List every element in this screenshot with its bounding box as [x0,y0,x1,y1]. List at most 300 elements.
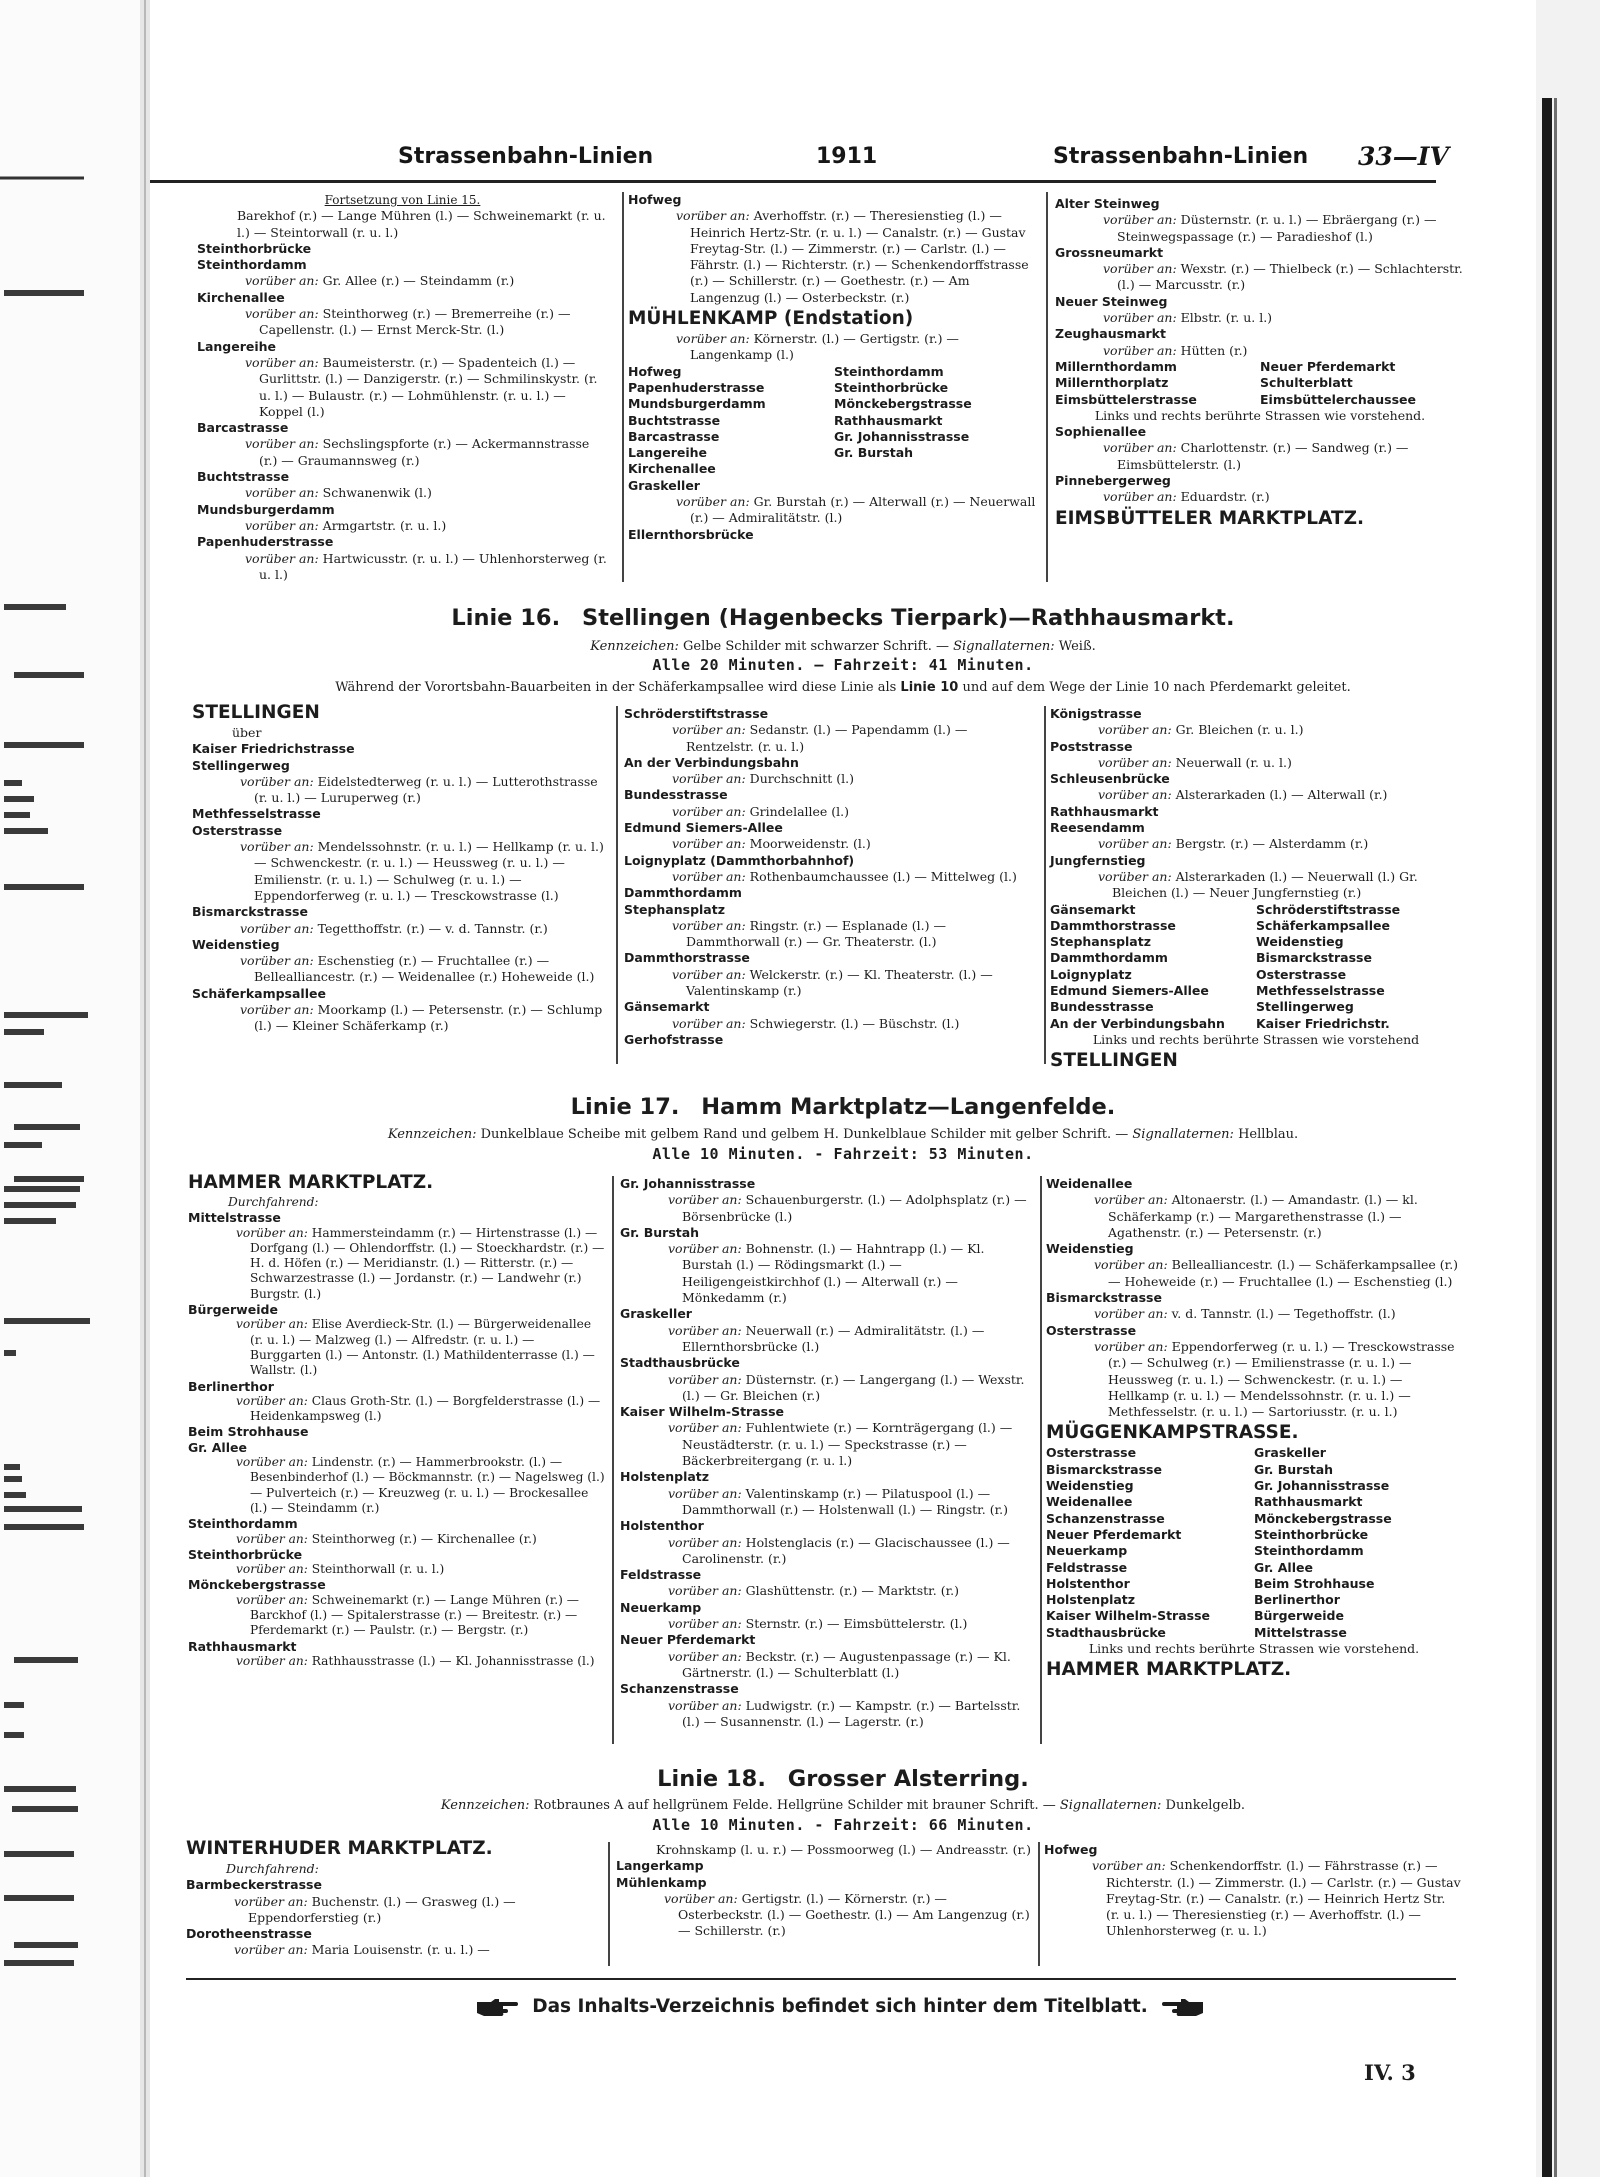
passing-label: vorüber an: [1103,261,1177,277]
stop-name: Neuer Pferdemarkt [620,1632,756,1648]
facing-page-margin [0,0,140,2177]
stop-name: Papenhuderstrasse [628,379,765,395]
linie16-number: Linie 16. [451,605,561,631]
passing-streets [620,1535,1038,1568]
passing-text: Hartwicusstr. (r. u. l.) — Uhlenhorsterweg (r. u. l.) [259,550,607,582]
stop-pair [1050,934,1462,950]
passing-text: Ludwigstr. (r.) — Kampstr. (r.) — Bartelsstr. (l.) — Susannenstr. (l.) — Lagerstr. (r.) [682,1697,1021,1729]
stop-name: Buchtstrasse [197,469,290,485]
stop-name: Eimsbüttelerstrasse [1055,391,1197,407]
footer-notice [420,1996,1260,2017]
passing-label: vorüber an: [234,1893,308,1909]
passing-streets [1050,755,1462,771]
passing-text: Ringstr. (r.) — Esplanade (l.) — Dammthorwall (r.) — Gr. Theaterstr. (l.) [686,917,946,950]
passing-text: Schenkendorffstr. (l.) — Fährstrasse (r.) — Richterstr. (l.) — Zimmerstr. (l.) — Carlstr. (r.) — Gustav Freytag-Str. (r.) — Canalstr. (r.) — Heinrich Hertz Str. (r. u. l.) — Theresienstieg (r.) — Averhoffstr. (l.) — Uhlenhorsterweg (r. u. l.) [1106,1858,1461,1939]
terminus-name: HAMMER MARKTPLATZ. [188,1172,434,1193]
passing-text: Sechslingspforte (r.) — Ackermannstrasse (r.) — Graumannsweg (r.) [259,436,590,468]
stop-name: Stellingerweg [192,757,290,773]
stop-name: Papenhuderstrasse [197,534,334,550]
stop-name: Steinthordamm [834,363,944,379]
stop-name: Osterstrasse [1046,1445,1137,1461]
stop-name: Schanzenstrasse [620,1681,739,1697]
passing-streets [624,722,1038,755]
stop-list [1046,1445,1462,1641]
passing-streets [620,1698,1038,1731]
linie17-title [150,1094,1536,1120]
stop-name: Mundsburgerdamm [197,501,335,517]
stop-pair [628,396,1040,412]
stop-name: Berlinerthor [188,1378,274,1394]
right-page-edge [1536,0,1600,2177]
bottom-rule [186,1978,1456,1980]
stop-name: Barcastrasse [197,420,289,436]
stop-name: Barmbeckerstrasse [186,1877,322,1893]
passing-streets [1050,869,1462,902]
stop-name: Gr. Johannisstrasse [620,1176,756,1191]
passing-streets [188,1455,608,1516]
passing-label: vorüber an: [668,1192,742,1208]
stop-name: Graskeller [628,477,700,493]
stop-pair [1050,967,1462,983]
stop-name: Schröderstiftstrasse [624,706,769,721]
stop-name: Hofweg [628,192,682,207]
passing-text: Steinthorweg (r.) — Kirchenallee (r.) [311,1531,537,1546]
footer-text: Das Inhalts-Verzeichnis befindet sich hinter dem Titelblatt. [532,1996,1148,2017]
passing-label: vorüber an: [668,1583,742,1599]
stop-name: Dammthordamm [1050,950,1168,966]
stop-name: Hofweg [628,363,682,379]
passing-text: Altonaerstr. (l.) — Amandastr. (l.) — kl. Schäferkamp (r.) — Margarethenstrasse (l.) — Agathenstr. (r.) — Petersenstr. (r.) [1108,1192,1418,1240]
passing-text: Moorkamp (l.) — Petersenstr. (r.) — Schlump (l.) — Kleiner Schäferkamp (r.) [254,1002,603,1034]
stop-name: Bismarckstrasse [1046,1290,1162,1306]
passing-text: Hütten (r.) [1180,342,1248,358]
stop-name: Edmund Siemers-Allee [624,820,783,836]
passing-streets [188,1532,608,1547]
passing-text: Eschenstieg (r.) — Fruchtallee (r.) — Bellealliancestr. (r.) — Weidenallee (r.) Hoheweide (l.) [254,953,595,985]
passing-text: Schwanenwik (l.) [322,485,432,501]
passing-streets [192,921,608,937]
passing-label: vorüber an: [1094,1338,1168,1354]
route-text: Durchfahrend: [228,1195,319,1209]
stop-name: Graskeller [620,1306,692,1322]
passing-label: vorüber an: [668,1371,742,1387]
passing-text: Schweinemarkt (r.) — Lange Mühren (r.) — Barckhof (l.) — Spitalerstrasse (r.) — Breitestr. (r.) — Pferdemarkt (r.) — Paulstr. (r.) — Bergstr. (r.) [250,1592,579,1638]
stop-name: Schulterblatt [1260,375,1353,391]
stop-name: Poststrasse [1050,738,1133,754]
passing-label: vorüber an: [676,494,750,510]
stop-name: Schröderstiftstrasse [1256,901,1401,917]
passing-label: vorüber an: [245,436,319,452]
passing-label: vorüber an: [668,1485,742,1501]
stop-name: Kaiser Wilhelm-Strasse [620,1404,785,1420]
stop-name: Feldstrasse [1046,1559,1128,1575]
stop-name: Steinthorbrücke [834,379,949,395]
stop-name: Rathhausmarkt [1050,803,1159,819]
passing-streets [188,1562,608,1577]
passing-text: Sedanstr. (l.) — Papendamm (l.) — Rentzelstr. (r. u. l.) [686,722,968,754]
passing-label: vorüber an: [672,803,746,819]
passing-text: Schauenburgerstr. (l.) — Adolphsplatz (r.) — Börsenbrücke (l.) [682,1192,1027,1224]
passing-text: Glashüttenstr. (r.) — Marktstr. (r.) [745,1583,960,1599]
passing-label: vorüber an: [1098,722,1172,738]
stop-pair [1046,1576,1462,1592]
passing-text: Gr. Bleichen (r. u. l.) [1175,722,1304,738]
passing-label: vorüber an: [1098,836,1172,852]
stop-pair [1050,902,1462,918]
passing-label: vorüber an: [240,953,314,969]
passing-text: Bergstr. (r.) — Alsterdamm (r.) [1175,836,1369,852]
passing-text: Moorweidenstr. (l.) [749,836,871,852]
stop-pair [628,364,1040,380]
stop-name: An der Verbindungsbahn [624,754,799,770]
stop-name: Weidenstieg [1046,1241,1134,1257]
passing-streets [186,1942,604,1958]
passing-label: vorüber an: [234,1942,308,1958]
passing-text: Welckerstr. (r.) — Kl. Theaterstr. (l.) — Valentinskamp (r.) [686,966,993,999]
stop-list [1055,359,1465,408]
stop-name: Bismarckstrasse [1046,1461,1162,1477]
pointing-hand-left-icon [1162,1997,1204,2017]
stop-name: Holstenthor [620,1518,704,1534]
stop-name: Graskeller [1254,1445,1326,1461]
stop-name: Weidenallee [1046,1176,1133,1191]
linie17-kennzeichen: Kennzeichen: Dunkelblaue Scheibe mit gelbem Rand und gelbem H. Dunkelblaue Schilder mit gelber Schrift. — Signallaternen: Hellblau. [387,1127,1299,1142]
passing-text: Fuhlentwiete (r.) — Kornträgergang (l.) — Neustädterstr. (r. u. l.) — Speckstrasse (r.) — Bäckerbreitergang (r. u. l.) [682,1420,1013,1469]
stop-name: Alter Steinweg [1055,196,1160,211]
passing-label: vorüber an: [668,1616,742,1632]
column-separator [608,1842,610,1966]
stop-pair [1050,918,1462,934]
terminus-name: HAMMER MARKTPLATZ. [1046,1659,1292,1681]
linie16-route: Stellingen (Hagenbecks Tierpark)—Rathhausmarkt. [581,605,1235,631]
passing-streets [620,1372,1038,1405]
linie16-col3 [1050,706,1462,1073]
passing-text: Bellealliancestr. (l.) — Schäferkampsallee (r.) — Hoheweide (r.) — Fruchtallee (l.) — Eschenstieg (l.) [1108,1257,1459,1289]
stop-pair [628,461,1040,477]
stop-name: Dorotheenstrasse [186,1926,312,1942]
stop-name: Buchtstrasse [628,412,721,428]
linie16-kennzeichen: Kennzeichen: Gelbe Schilder mit schwarzer Schrift. — Signallaternen: Weiß. [590,639,1096,654]
stop-name: Weidenstieg [1046,1478,1134,1494]
passing-streets [1046,1257,1462,1290]
passing-streets [197,355,608,420]
route-text: Barekhof (r.) — Lange Mühren (l.) — Schweinemarkt (r. u. l.) — Steintorwall (r. u. l.) [237,208,606,240]
passing-streets [616,1891,1032,1940]
passing-text: Eduardstr. (r.) [1180,489,1270,505]
passing-text: Gr. Burstah (r.) — Alterwall (r.) — Neuerwall (r.) — Admiralitätstr. (l.) [690,494,1036,526]
stop-name: Steinthorbrücke [197,240,312,256]
passing-label: vorüber an: [1098,787,1172,803]
stop-name: Bundesstrasse [624,787,728,803]
stop-name: Zeughausmarkt [1055,326,1166,342]
passing-streets [1050,836,1462,852]
stop-pair [628,413,1040,429]
stop-name: Ellernthorsbrücke [628,526,754,542]
stop-name: Weidenstieg [192,936,280,952]
stop-name: An der Verbindungsbahn [1050,1015,1225,1031]
passing-streets [1055,343,1465,359]
linie18-col2 [616,1842,1032,1940]
stop-name: Stadthausbrücke [1046,1624,1166,1640]
passing-streets [188,1317,608,1378]
passing-label: vorüber an: [672,722,746,738]
pointing-hand-right-icon [476,1997,518,2017]
stop-name: Osterstrasse [1256,966,1347,982]
linie16-col2 [624,706,1038,1048]
stop-name: Gr. Johannisstrasse [834,428,970,444]
passing-label: vorüber an: [1098,868,1172,884]
stop-list [1050,902,1462,1032]
stop-name: Gänsemarkt [1050,901,1136,917]
stop-pair [1050,950,1462,966]
passing-text: Alsterarkaden (l.) — Alterwall (r.) [1175,787,1388,803]
stop-pair [1046,1462,1462,1478]
passing-text: Valentinskamp (r.) — Pilatuspool (l.) — Dammthorwall (r.) — Holstenwall (l.) — Ringstr. (r.) [682,1485,1009,1517]
passing-streets [1050,722,1462,738]
stop-name: Mittelstrasse [188,1210,281,1226]
passing-label: vorüber an: [245,485,319,501]
passing-text: Tegetthoffstr. (r.) — v. d. Tannstr. (r.) [317,920,548,936]
stop-name: Neuerkamp [620,1599,702,1615]
stop-name: Gr. Burstah [620,1224,700,1240]
passing-text: Bohnenstr. (l.) — Hahntrapp (l.) — Kl. Burstah (l.) — Rödingsmarkt (l.) — Heiligengeistkirchhof (l.) — Alterwall (r.) — Mönkedamm (r.) [682,1241,985,1306]
passing-streets [624,967,1038,1000]
linie16-frequency: Alle 20 Minuten. — Fahrzeit: 41 Minuten. [652,656,1034,674]
stop-name: Beim Strohhause [188,1424,309,1440]
passing-text: Neuerwall (r. u. l.) [1175,754,1292,770]
passing-label: vorüber an: [664,1890,738,1906]
passing-text: Eidelstedterweg (r. u. l.) — Lutterothstrasse (r. u. l.) — Luruperweg (r.) [254,773,598,806]
passing-text: Elbstr. (r. u. l.) [1180,310,1273,326]
linie17-route: Hamm Marktplatz—Langenfelde. [701,1094,1116,1120]
stop-pair [1046,1527,1462,1543]
column-separator [1038,1842,1040,1966]
passing-label: vorüber an: [1103,440,1177,456]
passing-streets [624,836,1038,852]
linie15-col3 [1055,196,1465,531]
stop-name: Stadthausbrücke [620,1355,740,1371]
passing-text: Averhoffstr. (r.) — Theresienstieg (l.) — Heinrich Hertz-Str. (r. u. l.) — Canalstr. (r.) — Gustav Freytag-Str. (l.) — Zimmerstr. (r.) — Carlstr. (l.) — Fährstr. (l.) — Richterstr. (r.) — Schenkendorffstrasse (r.) — Schillerstr. (r.) — Goethestr. (r.) — Am Langenzug (l.) — Osterbeckstr. (r.) [690,208,1029,305]
passing-label: vorüber an: [672,836,746,852]
passing-label: vorüber an: [245,306,319,322]
linie18-col1 [186,1836,604,1959]
stop-name: Rathhausmarkt [188,1638,297,1654]
passing-text: Lindenstr. (r.) — Hammerbrookstr. (l.) — Besenbinderhof (l.) — Böckmannstr. (r.) — Nagelsweg (l.) — Pulverteich (r.) — Kreuzweg (r. u. l.) — Brockesallee (l.) — Steindamm (r.) [250,1455,605,1515]
linie17-frequency: Alle 10 Minuten. - Fahrzeit: 53 Minuten. [652,1145,1034,1163]
passing-streets [620,1486,1038,1519]
passing-text: Buchenstr. (l.) — Grasweg (l.) — Eppendorferstieg (r.) [248,1893,516,1925]
passing-text: Durchschnitt (l.) [749,771,855,787]
stop-name: Bundesstrasse [1050,999,1154,1015]
stop-pair [1055,359,1465,375]
passing-streets [620,1649,1038,1682]
column-separator [1046,192,1048,582]
passing-text: Charlottenstr. (r.) — Sandweg (r.) — Eimsbüttelerstr. (l.) [1117,440,1409,472]
passing-streets [620,1192,1038,1225]
passing-label: vorüber an: [672,1015,746,1031]
stop-pair [1050,999,1462,1015]
passing-label: vorüber an: [236,1562,308,1577]
stop-name: Osterstrasse [192,822,283,838]
stop-name: Rathhausmarkt [1254,1494,1363,1510]
passing-text: Claus Groth-Str. (l.) — Borgfelderstrasse (l.) — Heidenkampsweg (l.) [250,1393,601,1424]
passing-streets [1044,1858,1462,1939]
passing-text: Baumeisterstr. (r.) — Spadenteich (l.) — Gurlittstr. (l.) — Danzigerstr. (r.) — Schmilinskystr. (r. u. l.) — Bulaustr. (r.) — Lohmühlenstr. (r. u. l.) — Koppel (l.) [259,354,598,419]
header-rule [150,180,1436,183]
stop-pair [1046,1445,1462,1461]
stop-name: Weidenallee [1046,1494,1133,1510]
stop-name: Mühlenkamp [616,1874,707,1890]
linie18-route: Grosser Alsterring. [787,1766,1029,1792]
passing-label: vorüber an: [668,1322,742,1338]
terminus-name: STELLINGEN [192,702,320,723]
passing-label: vorüber an: [245,550,319,566]
passing-label: vorüber an: [236,1531,308,1546]
passing-label: vorüber an: [236,1393,308,1408]
stop-name: Methfesselstrasse [1256,983,1385,999]
passing-streets [192,953,608,986]
stop-name: Gr. Allee [1254,1559,1313,1575]
stop-name: Sophienallee [1055,424,1147,440]
linie18-col3 [1044,1842,1462,1940]
passing-text: Rathhausstrasse (l.) — Kl. Johannisstrasse (l.) [311,1653,595,1668]
stop-pair [1046,1560,1462,1576]
passing-text: Wexstr. (r.) — Thielbeck (r.) — Schlachterstr. (l.) — Marcusstr. (r.) [1117,261,1463,293]
route-text: über [232,725,262,740]
passing-text: Schwiegerstr. (l.) — Büschstr. (l.) [749,1015,960,1031]
passing-streets [197,273,608,289]
passing-text: Elise Averdieck-Str. (l.) — Bürgerweidenallee (r. u. l.) — Malzweg (l.) — Alfredstr. (r. u. l.) — Burggarten (l.) — Antonstr. (l.) Mathildenterrasse (l.) — Wallstr. (l.) [250,1317,595,1378]
passing-text: Düsternstr. (r. u. l.) — Ebräergang (r.) — Steinwegspassage (r.) — Paradieshof (l.) [1117,212,1437,244]
stop-name: Stephansplatz [1050,934,1151,950]
passing-text: Maria Louisenstr. (r. u. l.) — [311,1942,490,1958]
terminus-name: WINTERHUDER MARKTPLATZ. [186,1838,493,1859]
passing-label: vorüber an: [668,1420,742,1436]
linie16-col1 [192,700,608,1035]
stop-name [834,461,1040,477]
passing-label: vorüber an: [672,917,746,933]
terminus-name: EIMSBÜTTELER MARKTPLATZ. [1055,507,1365,529]
stop-pair [1050,1016,1462,1032]
stop-name: Stephansplatz [624,901,725,917]
passing-streets [620,1616,1038,1632]
passing-label: vorüber an: [245,517,319,533]
passing-label: vorüber an: [668,1534,742,1550]
passing-streets [186,1894,604,1927]
linie18-kennzeichen: Kennzeichen: Rotbraunes A auf hellgrünem Felde. Hellgrüne Schilder mit brauner Schrift. — Signallaternen: Dunkelgelb. [440,1798,1246,1813]
stop-name: Loignyplatz [1050,966,1132,982]
passing-text: Steinthorwall (r. u. l.) [311,1562,445,1577]
streets-note: Links und rechts berührte Strassen wie vorstehend. [1088,1641,1420,1657]
linie17-number: Linie 17. [570,1094,680,1120]
stop-name: Neuerkamp [1046,1543,1128,1559]
stop-name: Pinnebergerweg [1055,473,1171,489]
stop-name: Gerhofstrasse [624,1031,724,1047]
stop-name: Osterstrasse [1046,1322,1137,1338]
passing-label: vorüber an: [1094,1306,1168,1322]
passing-label: vorüber an: [245,354,319,370]
passing-label: vorüber an: [1092,1858,1166,1874]
passing-label: vorüber an: [1103,342,1177,358]
stop-name: Steinthordamm [1254,1543,1364,1559]
passing-text: Armgartstr. (r. u. l.) [322,517,447,533]
stop-name: Neuer Pferdemarkt [1260,358,1396,374]
stop-name: Dammthorstrasse [624,950,750,966]
stop-name: Mittelstrasse [1254,1624,1347,1640]
passing-streets [188,1394,608,1425]
stop-pair [1046,1592,1462,1608]
stop-name: Bismarckstrasse [1256,950,1372,966]
streets-note: Links und rechts berührte Strassen wie vorstehend [1092,1031,1420,1047]
linie17-col2 [620,1176,1038,1730]
passing-streets [620,1583,1038,1599]
stop-pair [1055,392,1465,408]
stop-name: Jungfernstieg [1050,852,1146,868]
stop-name: Neuer Steinweg [1055,293,1168,309]
terminus-name: MÜGGENKAMPSTRASSE. [1046,1422,1299,1444]
route-text: Krohnskamp (l. u. r.) — Possmoorweg (l.) — Andreasstr. (r.) [656,1842,1031,1857]
stop-name: Neuer Pferdemarkt [1046,1526,1182,1542]
passing-text: Rothenbaumchaussee (l.) — Mittelweg (l.) [749,868,1017,884]
passing-label: vorüber an: [245,273,319,289]
stop-pair [628,429,1040,445]
stop-name: Bismarckstrasse [192,904,308,920]
stop-name: Grossneumarkt [1055,244,1164,260]
stop-pair [1046,1494,1462,1510]
passing-streets [620,1420,1038,1469]
stop-pair [628,380,1040,396]
passing-label: vorüber an: [236,1225,308,1240]
stop-pair [1046,1543,1462,1559]
stop-name: Langereihe [628,445,708,461]
stop-name: Gänsemarkt [624,999,710,1015]
passing-streets [624,804,1038,820]
passing-text: Sternstr. (r.) — Eimsbüttelerstr. (l.) [745,1616,968,1632]
stop-name: Berlinerthor [1254,1592,1340,1608]
passing-streets [1055,261,1465,294]
passing-streets [624,869,1038,885]
stop-name: Königstrasse [1050,706,1142,721]
stop-name: Edmund Siemers-Allee [1050,983,1209,999]
passing-label: vorüber an: [236,1592,308,1607]
stop-name: Kaiser Friedrichstrasse [192,741,355,757]
linie18-title [150,1766,1536,1792]
stop-name: Steinthordamm [188,1516,298,1532]
passing-streets [624,1016,1038,1032]
linie16-title [150,605,1536,631]
passing-streets [624,918,1038,951]
stop-name: Gr. Burstah [834,445,914,461]
linie15-col2 [628,192,1040,543]
linie18-frequency: Alle 10 Minuten. - Fahrzeit: 66 Minuten. [652,1816,1034,1834]
stop-name: Kaiser Wilhelm-Strasse [1046,1608,1211,1624]
stop-name: Gr. Johannisstrasse [1254,1478,1390,1494]
passing-label: vorüber an: [672,771,746,787]
linie15-col1 [197,192,608,583]
stop-name: Gr. Allee [188,1439,247,1455]
passing-label: vorüber an: [668,1697,742,1713]
passing-streets [628,208,1040,306]
column-separator [622,192,624,582]
stop-name: Eimsbüttelerchaussee [1260,391,1416,407]
passing-label: vorüber an: [668,1648,742,1664]
stop-pair [1046,1608,1462,1624]
stop-pair [628,445,1040,461]
column-separator [612,1176,614,1744]
stop-name: Holstenthor [1046,1575,1130,1591]
stop-name: Holstenplatz [620,1469,710,1485]
stop-pair [1046,1511,1462,1527]
